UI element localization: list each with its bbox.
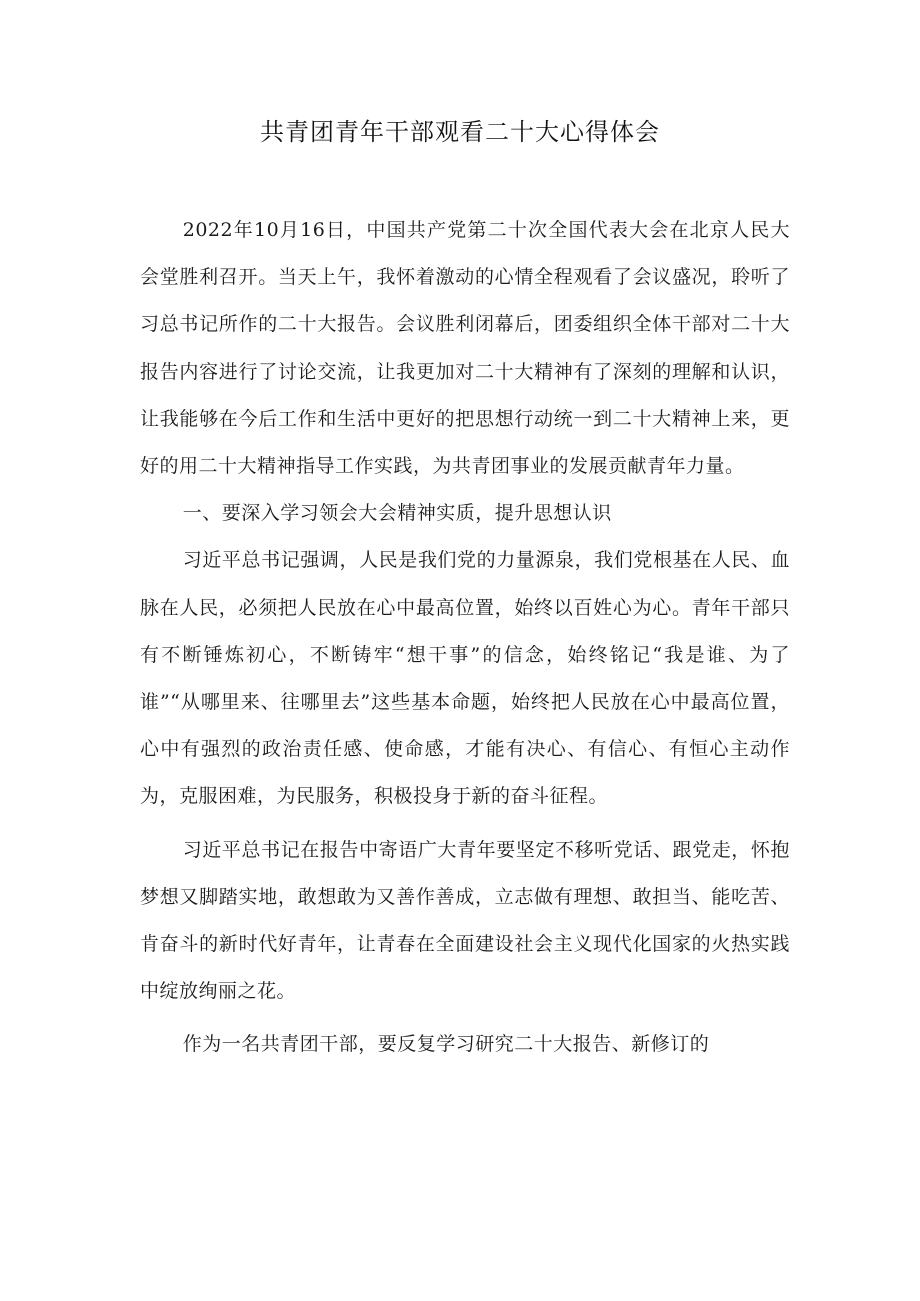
document-title: 共青团青年干部观看二十大心得体会 <box>260 118 660 146</box>
document-body <box>140 207 790 1069</box>
paragraph-intro: 2022年10月16日，中国共产党第二十次全国代表大会在北京人民大会堂胜利召开。当天上午，我怀着激动的心情全程观看了会议盛况，聆听了习总书记所作的二十大报告。会议胜利闭幕后，团委组织全体干部对二十大报告内容进行了讨论交流，让我更加对二十大精神有了深刻的理解和认识，让我能够在今后工作和生活中更好的把思想行动统一到二十大精神上来，更好的用二十大精神指导工作实践，为共青团事业的发展贡献青年力量。 <box>140 219 790 478</box>
paragraph-people: 习近平总书记强调，人民是我们党的力量源泉，我们党根基在人民、血脉在人民，必须把人民放在心中最高位置，始终以百姓心为心。青年干部只有不断锤炼初心，不断铸牢“想干事”的信念，始终铭记“我是谁、为了谁”“从哪里来、往哪里去”这些基本命题，始终把人民放在心中最高位置，心中有强烈的政治责任感、使命感，才能有决心、有信心、有恒心主动作为，克服困难，为民服务，积极投身于新的奋斗征程。 <box>140 549 790 808</box>
paragraph-cadre: 作为一名共青团干部，要反复学习研究二十大报告、新修订的 <box>182 1033 710 1056</box>
section-heading-1: 一、要深入学习领会大会精神实质，提升思想认识 <box>182 502 612 525</box>
paragraph-youth: 习近平总书记在报告中寄语广大青年要坚定不移听党话、跟党走，怀抱梦想又脚踏实地，敢想敢为又善作善成，立志做有理想、敢担当、能吃苦、肯奋斗的新时代好青年，让青春在全面建设社会主义现代化国家的火热实践中绽放绚丽之花。 <box>140 838 790 1003</box>
